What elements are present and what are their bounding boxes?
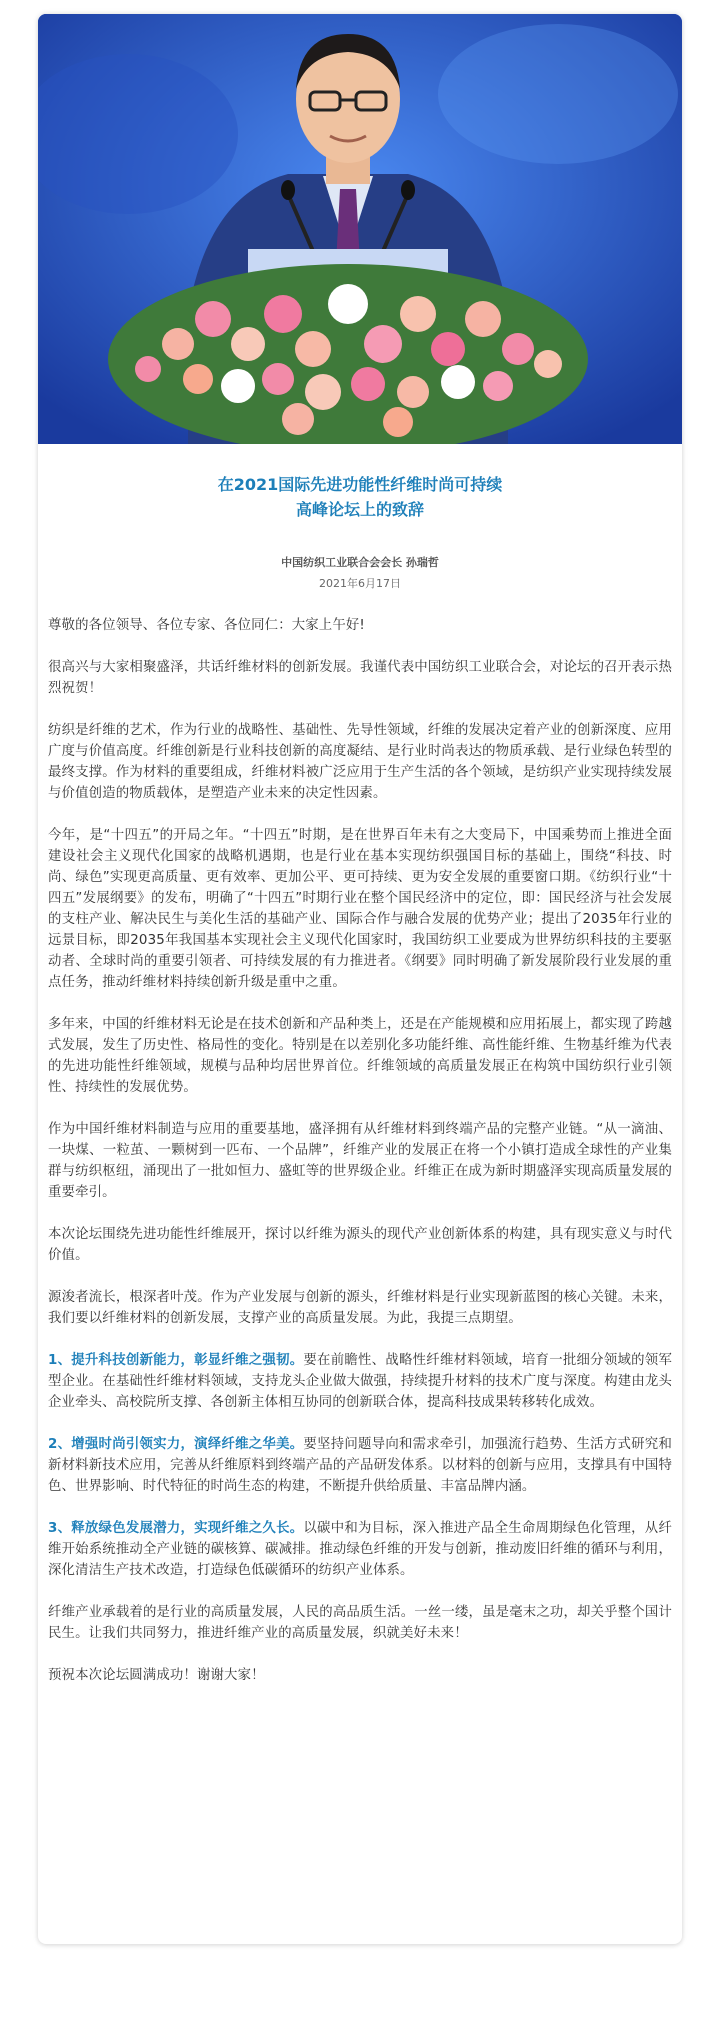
title-line-2: 高峰论坛上的致辞 — [295, 500, 424, 519]
paragraph-point-1 — [48, 1350, 672, 1413]
publish-date: 2021年6月17日 — [319, 577, 401, 590]
article-card — [38, 14, 682, 1944]
paragraph: 今年，是“十四五”的开局之年。“十四五”时期，是在世界百年未有之大变局下，中国乘势而上推进全面建设社会主义现代化国家的战略机遇期，也是行业在基本实现纺织强国目标的基础上，围绕“科技、时尚、绿色”实现更高质量、更有效率、更加公平、更可持续、更为安全发展的重要窗口期。《纺织行业“十四五”发展纲要》的发布，明确了“十四五”时期行业在整个国民经济中的定位，即：国民经济与社会发展的支柱产业、解决民生与美化生活的基础产业、国际合作与融合发展的优势产业；提出了2035年行业的远景目标，即2035年我国基本实现社会主义现代化国家时，我国纺织工业要成为世界纺织科技的主要驱动者、全球时尚的重要引领者、可持续发展的有力推进者。《纲要》同时明确了新发展阶段行业发展的重点任务，推动纤维材料持续创新升级是重中之重。 — [48, 828, 672, 990]
paragraph: 本次论坛围绕先进功能性纤维展开，探讨以纤维为源头的现代产业创新体系的构建，具有现实意义与时代价值。 — [48, 1227, 672, 1263]
paragraph: 作为中国纤维材料制造与应用的重要基地，盛泽拥有从纤维材料到终端产品的完整产业链。“从一滴油、一块煤、一粒茧、一颗树到一匹布、一个品牌”，纤维产业的发展正在将一个小镇打造成全球性的产业集群与纺织枢纽，涌现出了一批如恒力、盛虹等的世界级企业。纤维正在成为新时期盛泽实现高质量发展的重要牵引。 — [48, 1122, 672, 1200]
paragraph-greeting: 尊敬的各位领导、各位专家、各位同仁：大家上午好! — [48, 618, 365, 633]
title-line-1: 在2021国际先进功能性纤维时尚可持续 — [217, 475, 503, 494]
paragraph: 很高兴与大家相聚盛泽，共话纤维材料的创新发展。我谨代表中国纺织工业联合会，对论坛的召开表示热烈祝贺！ — [48, 660, 672, 696]
paragraph: 纤维产业承载着的是行业的高质量发展，人民的高品质生活。一丝一缕，虽是毫末之功，却关乎整个国计民生。让我们共同努力，推进纤维产业的高质量发展，织就美好未来！ — [48, 1605, 672, 1641]
paragraph: 纺织是纤维的艺术，作为行业的战略性、基础性、先导性领域，纤维的发展决定着产业的创新深度、应用广度与价值高度。纤维创新是行业科技创新的高度凝结、是行业时尚表达的物质承载、是行业绿色转型的最终支撑。作为材料的重要组成，纤维材料被广泛应用于生产生活的各个领域，是纺织产业实现持续发展与价值创造的物质载体，是塑造产业未来的决定性因素。 — [48, 723, 672, 801]
paragraph-point-2 — [48, 1434, 672, 1497]
article-title — [38, 472, 682, 522]
article-body — [38, 591, 682, 1686]
paragraph-closing: 预祝本次论坛圆满成功！谢谢大家！ — [48, 1668, 265, 1683]
point-2-text: 要坚持问题导向和需求牵引，加强流行趋势、生活方式研究和新材料新技术应用，完善从纤维原料到终端产品的产品研发体系。以材料的创新与应用，支撑具有中国特色、世界影响、时代特征的时尚生态的构建，不断提升供给质量、丰富品牌内涵。 — [48, 1437, 672, 1494]
point-2-heading: 2、增强时尚引领实力，演绎纤维之华美。 — [48, 1437, 304, 1452]
paragraph: 多年来，中国的纤维材料无论是在技术创新和产品种类上，还是在产能规模和应用拓展上，都实现了跨越式发展，发生了历史性、格局性的变化。特别是在以差别化多功能纤维、高性能纤维、生物基纤维为代表的先进功能性纤维领域，规模与品种均居世界首位。纤维领域的高质量发展正在构筑中国纺织行业引领性、持续性的发展优势。 — [48, 1017, 672, 1095]
point-3-heading: 3、释放绿色发展潜力，实现纤维之久长。 — [48, 1521, 304, 1536]
speaker-illustration — [38, 14, 682, 444]
point-1-text: 要在前瞻性、战略性纤维材料领域，培育一批细分领域的领军型企业。在基础性纤维材料领域，支持龙头企业做大做强，持续提升材料的技术广度与深度。构建由龙头企业牵头、高校院所支撑、各创新主体相互协同的创新联合体，提高科技成果转移转化成效。 — [48, 1353, 672, 1410]
paragraph: 源浚者流长，根深者叶茂。作为产业发展与创新的源头，纤维材料是行业实现新蓝图的核心关键。未来，我们要以纤维材料的创新发展，支撑产业的高质量发展。为此，我提三点期望。 — [48, 1290, 672, 1326]
speaker-photo — [38, 14, 682, 444]
point-3-text: 以碳中和为目标，深入推进产品全生命周期绿色化管理，从纤维开始系统推动全产业链的碳核算、碳减排。推动绿色纤维的开发与创新，推动废旧纤维的循环与利用，深化清洁生产技术改造，打造绿色低碳循环的纺织产业体系。 — [48, 1521, 672, 1578]
author-line: 中国纺织工业联合会会长 孙瑞哲 — [281, 556, 439, 569]
point-1-heading: 1、提升科技创新能力，彰显纤维之强韧。 — [48, 1353, 304, 1368]
paragraph-point-3 — [48, 1518, 672, 1581]
